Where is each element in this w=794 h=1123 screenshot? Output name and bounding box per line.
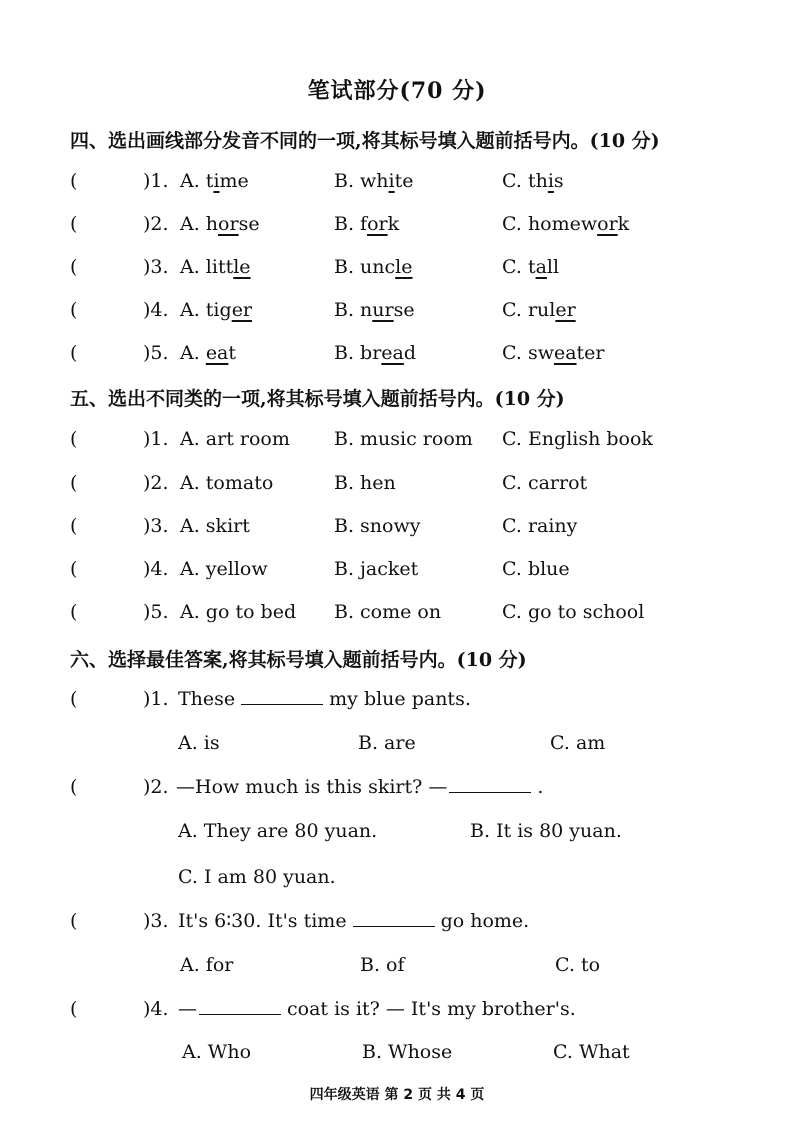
answer-paren[interactable]: ( bbox=[70, 558, 78, 580]
option-c: C. homework bbox=[502, 213, 630, 235]
option-b: B. nurse bbox=[334, 299, 415, 321]
section4-item: ( )4. A. tiger B. nurse C. ruler bbox=[70, 299, 576, 321]
option-b: B. fork bbox=[334, 213, 400, 235]
option-c: C. carrot bbox=[502, 472, 588, 494]
section5-item: ( )1. A. art room B. music room C. English book bbox=[70, 428, 653, 450]
answer-paren[interactable]: ( bbox=[70, 515, 78, 537]
section4-item: ( )3. A. little B. uncle C. tall bbox=[70, 256, 560, 278]
option-c: C. sweater bbox=[502, 342, 605, 364]
option-b: B. hen bbox=[334, 472, 396, 494]
option-b: B. snowy bbox=[334, 515, 421, 537]
page-footer: 四年级英语 第 2 页 共 4 页 bbox=[309, 1087, 485, 1103]
section4-item: ( )1. A. time B. white C. this bbox=[70, 170, 564, 192]
option-c: C. go to school bbox=[502, 601, 645, 623]
section5-item: ( )2. A. tomato B. hen C. carrot bbox=[70, 472, 588, 494]
option-b: B. white bbox=[334, 170, 414, 192]
answer-paren[interactable]: ( bbox=[70, 601, 78, 623]
fill-blank bbox=[353, 910, 435, 927]
option-a: A. time bbox=[180, 170, 249, 192]
option-b: B. jacket bbox=[334, 558, 419, 580]
option-b: B. music room bbox=[334, 428, 473, 450]
fill-blank bbox=[449, 776, 531, 793]
option-a: A. eat bbox=[180, 342, 237, 364]
option-a: A. horse bbox=[180, 213, 260, 235]
section4-item: ( )2. A. horse B. fork C. homework bbox=[70, 213, 630, 235]
option-c: C. this bbox=[502, 170, 564, 192]
option-c: C. rainy bbox=[502, 515, 578, 537]
option-a: A. little bbox=[180, 256, 251, 278]
page-title: 笔试部分(70 分) bbox=[307, 78, 487, 104]
answer-paren[interactable]: ( bbox=[70, 428, 78, 450]
answer-paren[interactable]: ( bbox=[70, 256, 78, 278]
option-a: A. tiger bbox=[180, 299, 253, 321]
section4-heading: 四、选出画线部分发音不同的一项,将其标号填入题前括号内。(10 分) bbox=[70, 130, 660, 152]
section5-item: ( )3. A. skirt B. snowy C. rainy bbox=[70, 515, 578, 537]
fill-blank bbox=[241, 688, 323, 705]
option-a: A. go to bed bbox=[180, 601, 297, 623]
section4-item: ( )5. A. eat B. bread C. sweater bbox=[70, 342, 605, 364]
answer-paren[interactable]: ( bbox=[70, 472, 78, 494]
answer-paren[interactable]: ( bbox=[70, 688, 78, 710]
option-b: B. come on bbox=[334, 601, 442, 623]
section5-heading: 五、选出不同类的一项,将其标号填入题前括号内。(10 分) bbox=[70, 388, 565, 410]
answer-paren[interactable]: ( bbox=[70, 910, 78, 932]
option-b: B. bread bbox=[334, 342, 417, 364]
section6-heading: 六、选择最佳答案,将其标号填入题前括号内。(10 分) bbox=[70, 649, 527, 671]
fill-blank bbox=[199, 998, 281, 1015]
answer-paren[interactable]: ( bbox=[70, 170, 78, 192]
option-c: C. blue bbox=[502, 558, 570, 580]
option-b: B. uncle bbox=[334, 256, 413, 278]
option-c: C. English book bbox=[502, 428, 653, 450]
option-c: C. ruler bbox=[502, 299, 576, 321]
section5-item: ( )4. A. yellow B. jacket C. blue bbox=[70, 558, 570, 580]
exam-page: 笔试部分(70 分) 四、选出画线部分发音不同的一项,将其标号填入题前括号内。(10 分) ( )1. A. time B. white C. this ( )2. A. horse B. fork C. homework ( )3. A. little B. uncle C. tall ( )4. A. tiger B. nurse C. ruler ( )5. A. eat B. bread C. sweater 五、选出不同类的一项,将其标号填入题前括号内。(10 分) ( )1. A. art room B. music room C. English book ( )2. A. tomato B. hen C. carrot ( )3. A. skirt B. snowy C. rainy ( )4. A. yellow B. jacket C. blue ( )5. A. go to bed B. come on C. go to school 六、选择最佳答案,将其标号填入题前括号内。(10 分) ( )1. These my blue pants. A. is B. are C. am ( )2. —How much is this skirt? — . A. They are 80 yuan. B. It is 80 yuan. C. I am 80 yuan. ( )3. It's 6∶30. It's time go home. A. for B. of C. to ( )4. — coat is it? — It's my brother's. A. Who B. Whose C. What 四年级英语 第 2 页 共 4 页 bbox=[0, 0, 794, 1123]
option-a: A. tomato bbox=[180, 472, 274, 494]
answer-paren[interactable]: ( bbox=[70, 998, 78, 1020]
answer-paren[interactable]: ( bbox=[70, 342, 78, 364]
answer-paren[interactable]: ( bbox=[70, 213, 78, 235]
option-a: A. skirt bbox=[180, 515, 250, 537]
option-c: C. tall bbox=[502, 256, 560, 278]
option-a: A. art room bbox=[180, 428, 290, 450]
option-a: A. yellow bbox=[180, 558, 268, 580]
answer-paren[interactable]: ( bbox=[70, 776, 78, 798]
section5-item: ( )5. A. go to bed B. come on C. go to school bbox=[70, 601, 645, 623]
answer-paren[interactable]: ( bbox=[70, 299, 78, 321]
